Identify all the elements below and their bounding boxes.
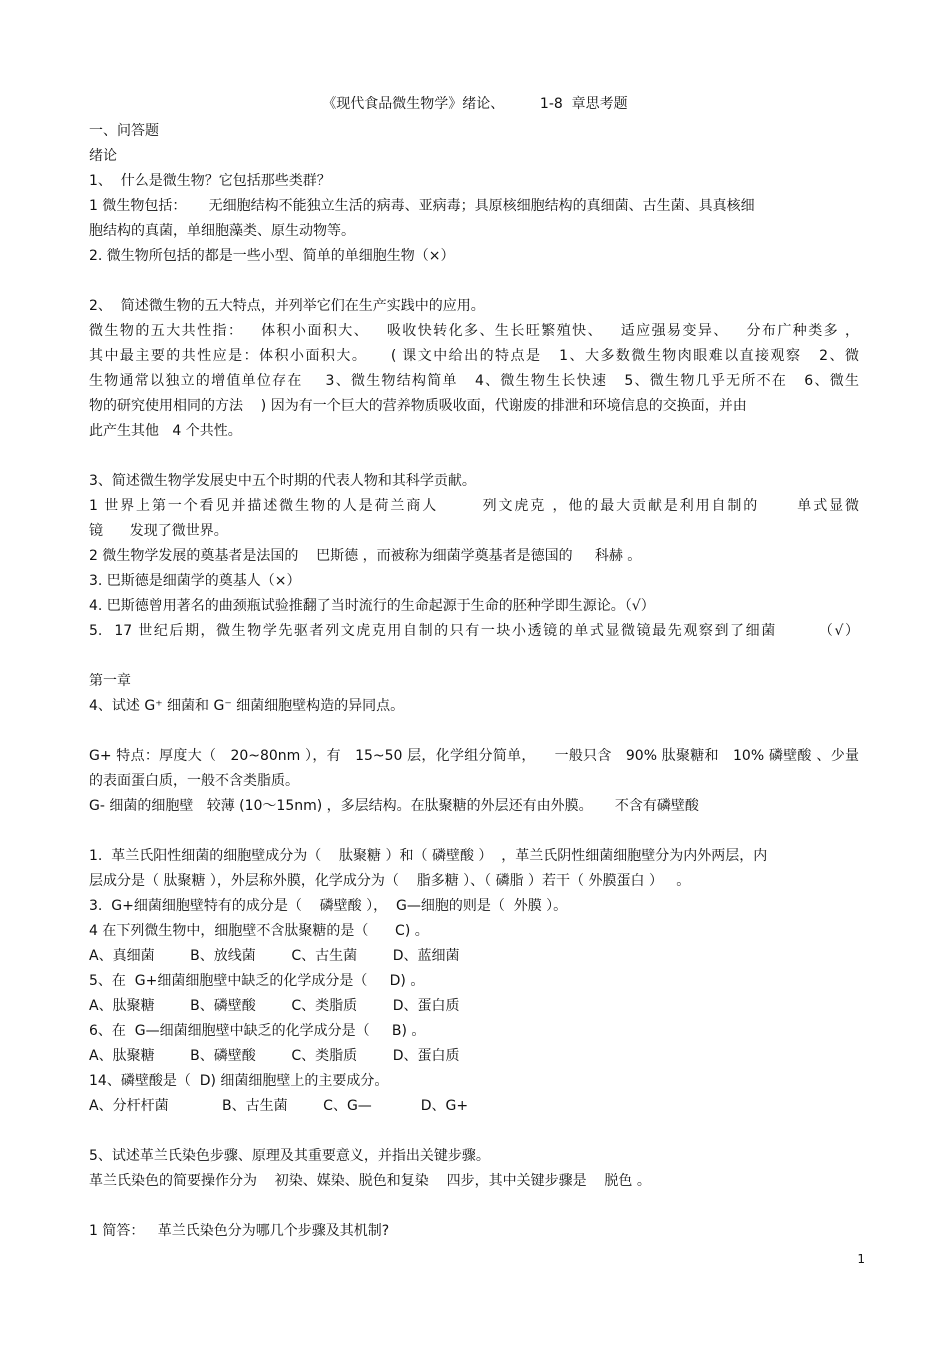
text-line: A、真细菌 B、放线菌 C、古生菌 D、蓝细菌	[89, 948, 460, 964]
text-line: 14、磷壁酸是（ D) 细菌细胞壁上的主要成分。	[89, 1073, 389, 1089]
blank-line	[89, 1194, 859, 1219]
page-number: 1	[857, 1252, 865, 1266]
text-line: A、肽聚糖 B、磷壁酸 C、类脂质 D、蛋白质	[89, 998, 460, 1014]
text-line: 1 世界上第一个看见并描述微生物的人是荷兰商人 列文虎克 ，他的最大贡献是利用自制的 单式显微	[89, 498, 859, 514]
document-title: 《现代食品微生物学》绪论、 1-8 章思考题	[322, 96, 628, 112]
text-line: 此产生其他 4 个共性。	[89, 423, 242, 439]
text-line: 2. 微生物所包括的都是一些小型、简单的单细胞生物（×）	[89, 248, 455, 264]
text-line: 6、在 G—细菌细胞壁中缺乏的化学成分是（ B) 。	[89, 1023, 426, 1039]
blank-line	[89, 719, 859, 744]
text-line: 生物通常以独立的增值单位存在 3、微生物结构简单 4、微生物生长快速 5、微生物几乎无所不在 6、微生	[89, 373, 859, 389]
document-body	[89, 119, 859, 1244]
text-line: 5、在 G+细菌细胞壁中缺乏的化学成分是（ D) 。	[89, 973, 425, 989]
blank-line	[89, 269, 859, 294]
text-line: 第一章	[89, 673, 131, 689]
text-line: 1 微生物包括： 无细胞结构不能独立生活的病毒、亚病毒；具原核细胞结构的真细菌、古生菌、具真核细	[89, 198, 755, 214]
text-line: 微生物的五大共性指： 体积小面积大、 吸收快转化多、生长旺繁殖快、 适应强易变异、 分布广种类多 ，	[89, 323, 859, 339]
text-line: 4、试述 G⁺ 细菌和 G⁻ 细菌细胞壁构造的异同点。	[89, 698, 405, 714]
text-line: 1、 什么是微生物？它包括那些类群？	[89, 173, 331, 189]
text-line: 2、 简述微生物的五大特点，并列举它们在生产实践中的应用。	[89, 298, 485, 314]
text-line: 的表面蛋白质，一般不含类脂质。	[89, 773, 299, 789]
text-line: G+ 特点：厚度大（ 20~80nm ），有 15~50 层，化学组分简单， 一般只含 90% 肽聚糖和 10% 磷壁酸 、少量	[89, 748, 859, 764]
text-line: A、分杆杆菌 B、古生菌 C、G— D、G+	[89, 1098, 469, 1114]
blank-line	[89, 1119, 859, 1144]
text-line: 1. 革兰氏阳性细菌的细胞壁成分为（ 肽聚糖 ）和（ 磷壁酸 ） ，革兰氏阴性细菌细胞壁分为内外两层，内	[89, 848, 768, 864]
text-line: 物的研究使用相同的方法 ) 因为有一个巨大的营养物质吸收面，代谢废的排泄和环境信息的交换面，并由	[89, 398, 747, 414]
text-line: 5、试述革兰氏染色步骤、原理及其重要意义，并指出关键步骤。	[89, 1148, 490, 1164]
text-line: 3、简述微生物学发展史中五个时期的代表人物和其科学贡献。	[89, 473, 476, 489]
text-line: 4. 巴斯德曾用著名的曲颈瓶试验推翻了当时流行的生命起源于生命的胚种学即生源论。（√）	[89, 598, 655, 614]
text-line: 革兰氏染色的简要操作分为 初染、媒染、脱色和复染 四步，其中关键步骤是 脱色 。	[89, 1173, 651, 1189]
text-line: 2 微生物学发展的奠基者是法国的 巴斯德 ，而被称为细菌学奠基者是德国的 科赫 。	[89, 548, 642, 564]
text-line: 层成分是（ 肽聚糖 ），外层称外膜，化学成分为（ 脂多糖 ）、（ 磷脂 ）若干（ 外膜蛋白 ） 。	[89, 873, 691, 889]
text-line: 4 在下列微生物中，细胞壁不含肽聚糖的是（ C) 。	[89, 923, 429, 939]
text-line: 胞结构的真菌，单细胞藻类、原生动物等。	[89, 223, 355, 239]
text-line: 5. 17 世纪后期，微生物学先驱者列文虎克用自制的只有一块小透镜的单式显微镜最先观察到了细菌 （√）	[89, 623, 859, 639]
blank-line	[89, 644, 859, 669]
text-line: 3. G+细菌细胞壁特有的成分是（ 磷壁酸 ）， G—细胞的则是（ 外膜 ）。	[89, 898, 568, 914]
text-line: 1 简答： 革兰氏染色分为哪几个步骤及其机制?	[89, 1223, 390, 1239]
text-line: 3. 巴斯德是细菌学的奠基人（×）	[89, 573, 301, 589]
text-line: G- 细菌的细胞壁 较薄 (10～15nm) ，多层结构。在肽聚糖的外层还有由外膜。 不含有磷壁酸	[89, 798, 699, 814]
text-line: 其中最主要的共性应是：体积小面积大。 ( 课文中给出的特点是 1、大多数微生物肉眼难以直接观察 2、微	[89, 348, 859, 364]
text-line: 镜 发现了微世界。	[89, 523, 228, 539]
text-line: 绪论	[89, 148, 117, 164]
text-line: 一、问答题	[89, 123, 159, 139]
blank-line	[89, 819, 859, 844]
text-line: A、肽聚糖 B、磷壁酸 C、类脂质 D、蛋白质	[89, 1048, 460, 1064]
blank-line	[89, 444, 859, 469]
